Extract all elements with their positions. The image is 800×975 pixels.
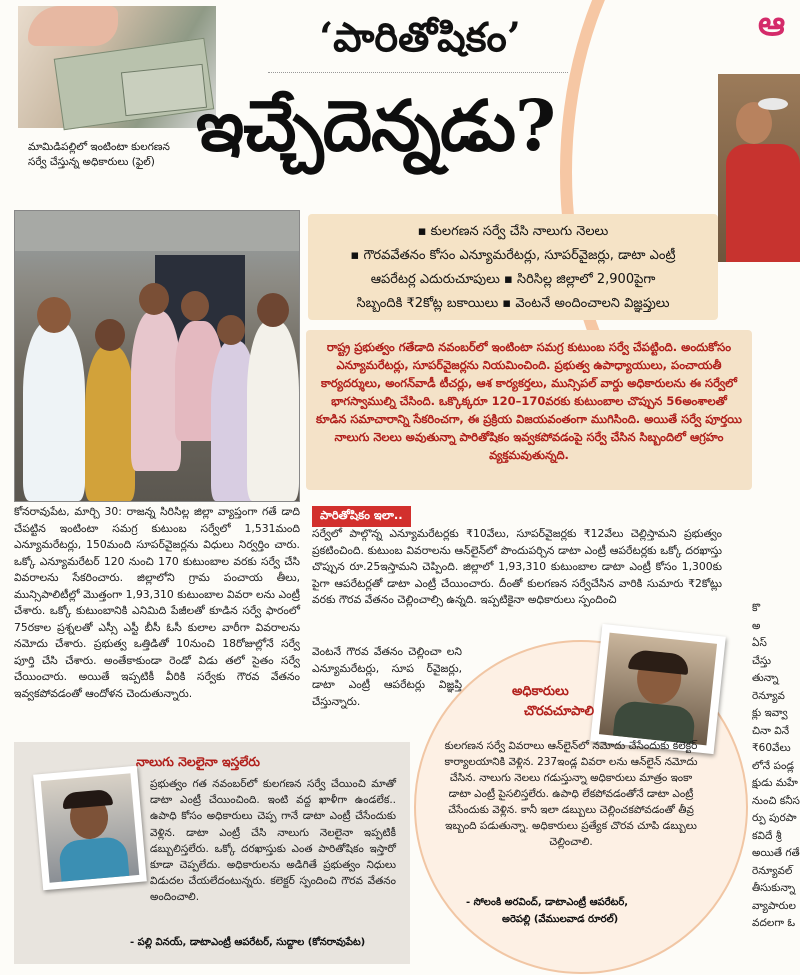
left-column-text: కోనరావుపేట, మార్చి 30: రాజన్న సిరిసిల్ల జిల్లా వ్యాప్తంగా గతే డాది చేపట్టిన ఇంటింటా సమగ్ర కుటుంబ సర్వేలో 1,531మంది ఎన్యూమరేటర్లు, 150మంది సూపర్‌వైజర్లను విధులు నిర్వర్తిం చారు. ఒక్కో ఎన్యూమరేటర్ 120 నుంచి 170 కుటుంబాల వరకు సర్వే చేసి వివరాలను సేకరించారు. జిల్లాలోని గ్రామ పంచాయ తీలు, మున్సిపాలిటీల్లో మొత్తంగా 1,93,310 కుటుంబాల వివరా లను ఎంట్రీ చేశారు. ఒక్కో కుటుంబానికి ఎనిమిది పేజీలతో కూడిన సర్వే ఫారంలో 75రకాల ప్రశ్నలతో ఎస్సీ ఎస్టీ బీసీ ఓసీ కులాల వారీగా వివరాలను నమోదు చేశారు. ప్రభుత్వ ఒత్తిడితో 10నుంచి 18రోజుల్లోనే సర్వే పూర్తి చేసి చేశారు. అంతేకాకుండా రెండో విడు తలో సైతం సర్వే చేయించారు. అయితే ఇప్పటికీ వీరికి సర్వేకు గౌరవ వేతనం ఇవ్వకపోవడంతో ఆందోళన చెందుతున్నారు. xyxy=(14,505,300,700)
money-photo-caption: మామిడిపల్లిలో ఇంటింటా కులగణన సర్వే చేస్తున్న అధికారులు (ఫైల్) xyxy=(28,141,170,168)
highlights-box xyxy=(308,214,718,320)
highlight-1: ▪ కులగణన సర్వే చేసి నాలుగు నెలలు xyxy=(417,224,609,239)
headline-line1: ‘పారితోషికం’ xyxy=(319,14,521,61)
quote2-title-1: అధికారులు xyxy=(512,684,569,699)
highlight-4: సిబ్బందికి ₹2కోట్ల బకాయిలు ▪ వెంటనే అందించాలని విజ్ఞప్తులు xyxy=(356,296,670,311)
lede-paragraph: రాష్ట్ర ప్రభుత్వం గతేడాది నవంబర్‌లో ఇంటింటా సమగ్ర కుటుంబ సర్వే చేపట్టింది. అందుకోసం ఎన్యూమరేటర్లు, సూపర్‌వైజర్లను నియమించింది. ప్రభుత్వ ఉపాధ్యాయులు, పంచాయతీ కార్యదర్శులు, అంగన్‌వాడీ టీచర్లు, ఆశ కార్యకర్తలు, మున్సిపల్ వార్డు అధికారులను ఈ సర్వేలో భాగస్వాముల్ని చేసింది. ఒక్కొక్కరూ 120–170వరకు కుటుంబాల చొప్పున 56అంశాలతో కూడిన సమాచారాన్ని సేకరించగా, ఈ ప్రక్రియ విజయవంతంగా ముగిసింది. అయితే సర్వే పూర్తయి నాలుగు నెలలు అవుతున్నా పారితోషికం ఇవ్వకపోవడంపై సర్వే చేసిన సిబ్బందిలో ఆగ్రహం వ్యక్తమవుతున్నది. xyxy=(306,330,752,490)
section2-text: సర్వేలో పాల్గొన్న ఎన్యూమరేటర్లకు ₹10వేలు, సూపర్‌వైజర్లకు ₹12వేలు చెల్లిస్తామని ప్రభుత్వం ప్రకటించింది. కుటుంబ వివరాలను ఆన్‌లైన్‌లో పొందుపర్చిన డాటా ఎంట్రీ ఆపరేటర్లకు ఒక్కో దరఖాస్తు చొప్పున రూ.25ఇస్తామని చెప్పింది. జిల్లాలో 1,93,310 కుటుంబాల డాటా ఎంట్రీ కోసం 1,300కు పైగా ఆపరేటర్లతో డాటా ఎంట్రీ చేయించారు. దీంతో కులగణన సర్వేచేసిన వారికి సుమారు ₹2కోట్లు వరకు గౌరవ వేతనం చెల్లించాల్సి ఉన్నది. ఇప్పటికైనా అధికారులు స్పందించి xyxy=(312,527,722,606)
quote1-attribution: - పల్లి వినయ్, డాటాఎంట్రీ ఆపరేటర్, సుద్దాల (కోనరావుపేట) xyxy=(130,937,366,948)
section2-text-narrow: వెంటనే గౌరవ వేతనం చెల్లించా లని ఎన్యూమరేటర్లు, సూప ర్‌వైజర్లు, డాటా ఎంట్రీ ఆపరేటర్లు విజ్ఞప్తి చేస్తున్నారు. xyxy=(312,645,462,708)
right-edge-photo xyxy=(718,74,800,262)
headline-line2: ఇచ్చేదెన్నడు? xyxy=(196,84,555,167)
survey-photo xyxy=(14,210,300,502)
highlight-2: ▪ గౌరవవేతనం కోసం ఎన్యూమరేటర్లు, సూపర్‌వైజర్లు, డాటా ఎంట్రీ xyxy=(350,248,676,263)
quote2-attribution-1: - సోలంకి అరవింద్, డాటాఎంట్రీ ఆపరేటర్, xyxy=(466,897,629,908)
quote2-text: కులగణన సర్వే వివరాలు ఆన్‌లైన్‌లో నమోదు చేసేందుకు కలెక్టర్ కార్యాలయానికి వెళ్లిన. 237ఇండ్ల వివరా లను ఆన్‌లైన్ నమోదు చేసిన. నాలుగు నెలలు గడుస్తున్నా అధికారులు మాత్రం ఇంకా డాటా ఎంట్రీ పైసలిస్తలేరు. ఉపాధి లేకపోవడంతోనే డాటా ఎంట్రీ చేసేందుకు వెళ్లిన. కానీ ఇలా డబ్బులు చెల్లించకపోవడంతో తీవ్ర ఇబ్బంది పడుతున్నా. అధికారులు ప్రత్యేక చొరవ చూపి డబ్బులు చెల్లించాలి. xyxy=(444,740,698,848)
masthead-glyph: ఆ xyxy=(758,4,786,44)
quote2-attribution-2: అరెపల్లి (వేములవాడ రూరల్) xyxy=(502,914,619,925)
highlight-3: ఆపరేటర్ల ఎదురుచూపులు ▪ సిరిసిల్ల జిల్లాలో 2,900పైగా xyxy=(370,272,656,287)
quote2-photo xyxy=(590,624,726,754)
quote1-text: ప్రభుత్వం గత నవంబర్‌లో కులగణన సర్వే చేయించి మాతో డాటా ఎంట్రీ చేయించింది. ఇంటి వద్ద ఖాళీగా ఉండలేక.. ఉపాధి కోసం అధికారులు చెప్ప గానే డాటా ఎంట్రీ చేసేందుకు వెళ్లిన. డాటా ఎంట్రీ చేసి నాలుగు నెలలైనా ఇప్పటికీ డబ్బులిస్తలేరు. ఒక్కో దరఖాస్తుకు ఎంత పారితోషికం ఇస్తారో కూడా చెప్పలేదు. అధికారులను అడిగితే ప్రభుత్వం నిధులు విడుదల చేయలేదంటున్నరు. కలెక్టర్ స్పందించి గౌరవ వేతనం అందించాలి. xyxy=(150,778,396,904)
quote1-title: నాలుగు నెలలైనా ఇస్తలేరు xyxy=(136,754,260,769)
right-edge-column: కొ అ ఏస్ చేస్తు తున్నా రెన్యూవ క్లు ఇవ్వా చినా వినే ₹60వేలు లోనే పండ్ల క్షుడు మహే నుంచి కనీస ర్పు పురపా కవిదే శ్రీ అయితే గతే రెన్యూవల్ తీసుకున్నా వ్యాపారుల వదలగా ఓ xyxy=(752,602,800,929)
quote2-title-2: చొరవచూపాలి xyxy=(524,704,595,719)
quote1-photo xyxy=(33,766,147,891)
money-photo xyxy=(18,6,216,128)
section2-title: పారితోషికం ఇలా.. xyxy=(312,506,411,527)
